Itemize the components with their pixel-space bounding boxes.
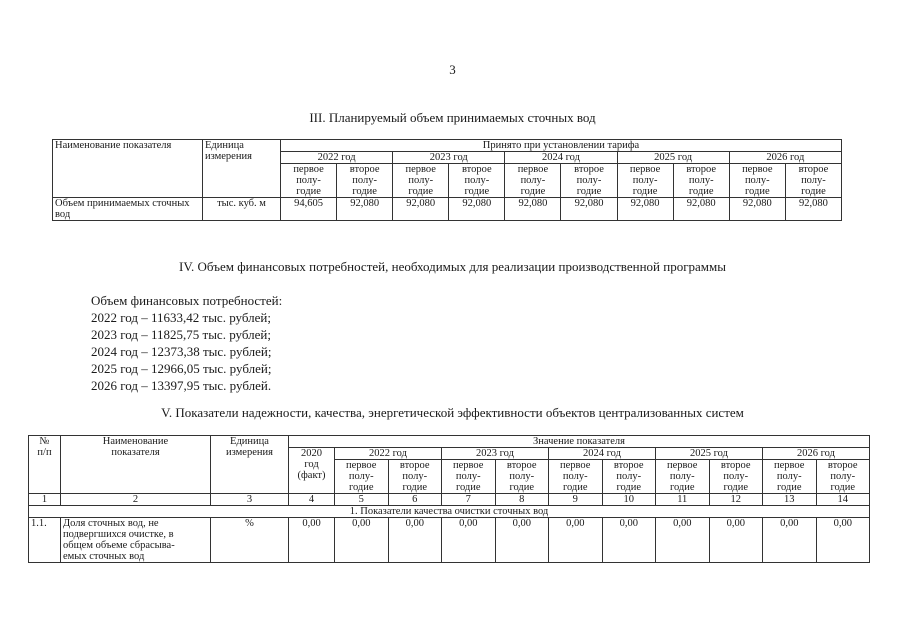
header-year: 2025 год [617, 152, 729, 164]
header-half-first: первое полу- годие [617, 164, 673, 198]
header-half-second: второе полу- годие [495, 460, 549, 494]
list-item: 2023 год – 11825,75 тыс. рублей; [91, 327, 271, 342]
header-tariff-group: Принято при установлении тарифа [281, 140, 842, 152]
column-number-row [29, 494, 870, 506]
column-number: 11 [656, 494, 710, 506]
row-value: 92,080 [561, 198, 617, 221]
column-number: 12 [709, 494, 763, 506]
column-number: 2 [61, 494, 211, 506]
header-half-second: второе полу- годие [449, 164, 505, 198]
header-half-second: второе полу- годие [785, 164, 841, 198]
subheader-row [29, 506, 870, 518]
row-indicator-name: Доля сточных вод, не подвергшихся очистке, в общем объеме сбрасыва- емых сточных вод [61, 518, 211, 563]
row-value: 0,00 [763, 518, 817, 563]
header-half-second: второе полу- годие [337, 164, 393, 198]
header-unit: Единица измерения [203, 140, 281, 198]
header-half-first: первое полу- годие [442, 460, 496, 494]
column-number: 10 [602, 494, 656, 506]
section-4-title: IV. Объем финансовых потребностей, необходимых для реализации производственной программы [179, 259, 726, 274]
header-year: 2024 год [549, 448, 656, 460]
row-value: 0,00 [495, 518, 549, 563]
table-row [53, 198, 842, 221]
reliability-indicators-table [28, 435, 870, 563]
header-half-second: второе полу- годие [673, 164, 729, 198]
header-number: № п/п [29, 436, 61, 494]
column-number: 3 [211, 494, 289, 506]
row-value: 92,080 [673, 198, 729, 221]
wastewater-volume-table [52, 139, 842, 221]
header-half-second: второе полу- годие [561, 164, 617, 198]
financial-needs-intro: Объем финансовых потребностей: [91, 293, 283, 308]
row-value: 0,00 [388, 518, 442, 563]
table-row [29, 518, 870, 563]
section-5-title: V. Показатели надежности, качества, энергетической эффективности объектов централизованных систем [161, 405, 744, 420]
header-year: 2026 год [729, 152, 841, 164]
header-value-group: Значение показателя [289, 436, 870, 448]
header-half-first: первое полу- годие [656, 460, 710, 494]
header-half-first: первое полу- годие [729, 164, 785, 198]
header-year: 2022 год [335, 448, 442, 460]
subheader-quality: 1. Показатели качества очистки сточных вод [29, 506, 870, 518]
row-value: 92,080 [785, 198, 841, 221]
column-number: 14 [816, 494, 870, 506]
header-half-first: первое полу- годие [393, 164, 449, 198]
page-number: 3 [449, 62, 456, 77]
row-unit: тыс. куб. м [203, 198, 281, 221]
table-header-row [53, 140, 842, 152]
row-value: 0,00 [442, 518, 496, 563]
header-half-second: второе полу- годие [816, 460, 870, 494]
header-indicator-name: Наименование показателя [61, 436, 211, 494]
header-half-first: первое полу- годие [549, 460, 603, 494]
row-value: 92,080 [337, 198, 393, 221]
list-item: 2026 год – 13397,95 тыс. рублей. [91, 378, 272, 393]
section-3-title: III. Планируемый объем принимаемых сточных вод [309, 110, 596, 125]
list-item: 2024 год – 12373,38 тыс. рублей; [91, 344, 272, 359]
row-unit: % [211, 518, 289, 563]
row-value: 92,080 [449, 198, 505, 221]
column-number: 5 [335, 494, 389, 506]
row-indicator-name: Объем принимаемых сточных вод [53, 198, 203, 221]
header-year: 2026 год [763, 448, 870, 460]
column-number: 9 [549, 494, 603, 506]
row-value: 94,605 [281, 198, 337, 221]
header-half-first: первое полу- годие [281, 164, 337, 198]
row-value: 0,00 [549, 518, 603, 563]
header-indicator-name: Наименование показателя [53, 140, 203, 198]
table-header-row [29, 436, 870, 448]
header-unit: Единица измерения [211, 436, 289, 494]
column-number: 6 [388, 494, 442, 506]
header-half-second: второе полу- годие [709, 460, 763, 494]
row-value: 92,080 [617, 198, 673, 221]
row-value: 0,00 [709, 518, 763, 563]
financial-needs-list [91, 292, 282, 394]
row-value: 0,00 [602, 518, 656, 563]
row-number: 1.1. [29, 518, 61, 563]
row-value: 0,00 [816, 518, 870, 563]
column-number: 7 [442, 494, 496, 506]
header-half-second: второе полу- годие [602, 460, 656, 494]
row-value: 0,00 [656, 518, 710, 563]
row-value: 92,080 [505, 198, 561, 221]
list-item: 2022 год – 11633,42 тыс. рублей; [91, 310, 271, 325]
header-year: 2024 год [505, 152, 617, 164]
column-number: 13 [763, 494, 817, 506]
header-year: 2025 год [656, 448, 763, 460]
row-value: 92,080 [729, 198, 785, 221]
row-value: 0,00 [335, 518, 389, 563]
row-value: 92,080 [393, 198, 449, 221]
header-year: 2023 год [393, 152, 505, 164]
column-number: 8 [495, 494, 549, 506]
column-number: 1 [29, 494, 61, 506]
header-year: 2023 год [442, 448, 549, 460]
row-value: 0,00 [289, 518, 335, 563]
header-half-second: второе полу- годие [388, 460, 442, 494]
header-year-2020: 2020 год (факт) [289, 448, 335, 494]
header-half-first: первое полу- годие [505, 164, 561, 198]
header-half-first: первое полу- годие [335, 460, 389, 494]
list-item: 2025 год – 12966,05 тыс. рублей; [91, 361, 272, 376]
header-year: 2022 год [281, 152, 393, 164]
header-half-first: первое полу- годие [763, 460, 817, 494]
column-number: 4 [289, 494, 335, 506]
